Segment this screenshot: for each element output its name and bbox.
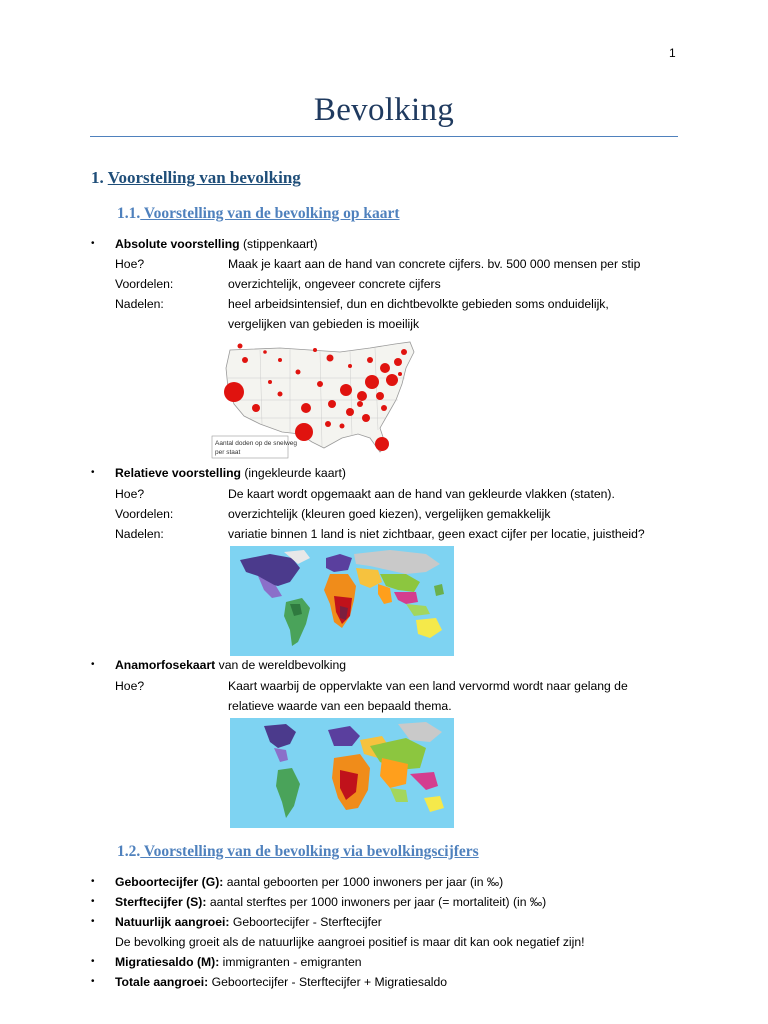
subsection-heading-1-2 xyxy=(117,843,479,861)
subsection-heading-1-1 xyxy=(117,205,400,223)
dot-map-usa xyxy=(215,338,420,460)
natuurlijk-note: De bevolking groeit als de natuurlijke aangroei positief is maar dit kan ook negatief zijn! xyxy=(115,935,585,949)
sterftecijfer-term: Sterftecijfer (S): xyxy=(115,895,207,909)
sterftecijfer-line xyxy=(115,894,546,910)
migratiesaldo-term: Migratiesaldo (M): xyxy=(115,955,220,969)
section-number: 1. xyxy=(91,168,104,187)
natuurlijk-line xyxy=(115,914,382,930)
natuurlijk-term: Natuurlijk aangroei: xyxy=(115,915,230,929)
totale-aangroei-def: Geboortecijfer - Sterftecijfer + Migratiesaldo xyxy=(208,975,448,989)
rel-voordelen-text: overzichtelijk (kleuren goed kiezen), vergelijken gemakkelijk xyxy=(228,507,551,521)
migratiesaldo-def: immigranten - emigranten xyxy=(219,955,362,969)
rel-voordelen-label: Voordelen: xyxy=(115,507,174,521)
page-title: Bevolking xyxy=(313,92,455,128)
geboortecijfer-def: aantal geboorten per 1000 inwoners per jaar (in ‰) xyxy=(223,875,504,889)
map-caption-2: per staat xyxy=(215,449,241,456)
page-number: 1 xyxy=(669,46,676,60)
ana-hoe-text-2: relatieve waarde van een bepaald thema. xyxy=(228,699,452,713)
rel-nadelen-label: Nadelen: xyxy=(115,527,164,541)
subsection-number: 1.2. xyxy=(117,843,141,860)
totale-aangroei-term: Totale aangroei: xyxy=(115,975,209,989)
geboortecijfer-line xyxy=(115,874,503,890)
cartogram-world-map xyxy=(230,718,454,828)
natuurlijk-def: Geboortecijfer - Sterftecijfer xyxy=(229,915,382,929)
subsection-label: Voorstelling van de bevolking via bevolkingscijfers xyxy=(140,843,479,860)
section-heading-1 xyxy=(91,168,301,188)
anamorfose-title: Anamorfosekaart xyxy=(115,658,216,672)
absolute-title: Absolute voorstelling xyxy=(115,237,240,251)
relatief-subtitle: (ingekleurde kaart) xyxy=(240,466,346,480)
choropleth-world-map xyxy=(230,546,454,656)
abs-nadelen-text-2: vergelijken van gebieden is moeilijk xyxy=(228,317,420,331)
abs-nadelen-text-1: heel arbeidsintensief, dun en dichtbevolkte gebieden soms onduidelijk, xyxy=(228,297,609,311)
bullet-sterfte: • xyxy=(91,896,95,907)
relatief-title: Relatieve voorstelling xyxy=(115,466,241,480)
map-caption-1: Aantal doden op de snelweg xyxy=(215,440,298,447)
section-label: Voorstelling van bevolking xyxy=(107,168,301,187)
ana-hoe-text-1: Kaart waarbij de oppervlakte van een land vervormd wordt naar gelang de xyxy=(228,679,628,693)
ana-hoe-label: Hoe? xyxy=(115,679,145,693)
absolute-heading xyxy=(115,236,318,252)
bullet-anamorfose: • xyxy=(91,659,95,670)
bullet-natuurlijk: • xyxy=(91,916,95,927)
abs-voordelen-label: Voordelen: xyxy=(115,277,174,291)
geboortecijfer-term: Geboortecijfer (G): xyxy=(115,875,224,889)
relatief-heading xyxy=(115,465,346,481)
bullet-migratie: • xyxy=(91,956,95,967)
rel-hoe-text: De kaart wordt opgemaakt aan de hand van gekleurde vlakken (staten). xyxy=(228,487,615,501)
abs-nadelen-label: Nadelen: xyxy=(115,297,164,311)
bullet-absolute: • xyxy=(91,238,95,249)
subsection-label: Voorstelling van de bevolking op kaart xyxy=(140,205,400,222)
absolute-subtitle: (stippenkaart) xyxy=(239,237,318,251)
anamorfose-heading xyxy=(115,657,346,673)
abs-hoe-label: Hoe? xyxy=(115,257,145,271)
sterftecijfer-def: aantal sterftes per 1000 inwoners per jaar (= mortaliteit) (in ‰) xyxy=(206,895,547,909)
bullet-totaal: • xyxy=(91,976,95,987)
rel-hoe-label: Hoe? xyxy=(115,487,145,501)
bullet-relatief: • xyxy=(91,467,95,478)
totale-aangroei-line xyxy=(115,974,447,990)
bullet-geboorte: • xyxy=(91,876,95,887)
title-divider xyxy=(90,136,678,137)
rel-nadelen-text: variatie binnen 1 land is niet zichtbaar, geen exact cijfer per locatie, juistheid? xyxy=(228,527,645,541)
subsection-number: 1.1. xyxy=(117,205,141,222)
abs-hoe-text: Maak je kaart aan de hand van concrete cijfers. bv. 500 000 mensen per stip xyxy=(228,257,641,271)
anamorfose-subtitle: van de wereldbevolking xyxy=(215,658,347,672)
abs-voordelen-text: overzichtelijk, ongeveer concrete cijfers xyxy=(228,277,441,291)
migratiesaldo-line xyxy=(115,954,362,970)
